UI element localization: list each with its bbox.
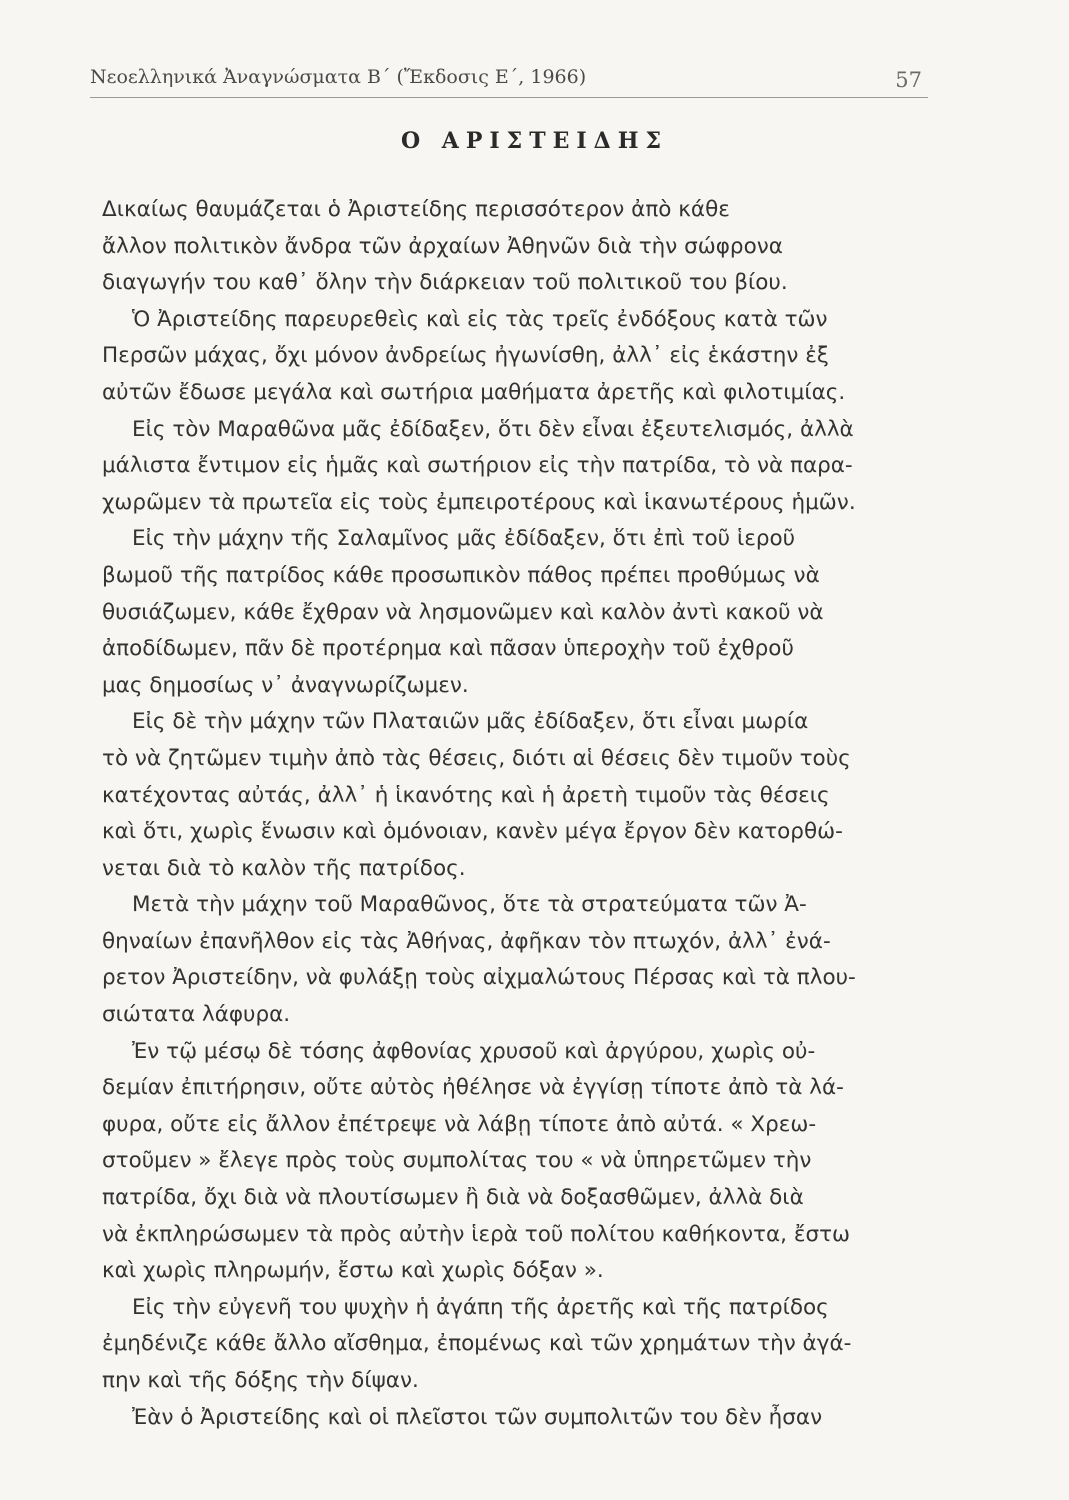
text-line: διαγωγήν του καθ᾽ ὅλην τὴν διάρκειαν τοῦ πολιτικοῦ του βίου. <box>102 270 788 296</box>
text-line: τὸ νὰ ζητῶμεν τιμὴν ἀπὸ τὰς θέσεις, διότι αἱ θέσεις δὲν τιμοῦν τοὺς <box>102 745 851 771</box>
text-line: Ἐν τῷ μέσῳ δὲ τόσης ἀφθονίας χρυσοῦ καὶ ἀργύρου, χωρὶς οὐ- <box>132 1038 816 1064</box>
text-line: Εἰς δὲ τὴν μάχην τῶν Πλαταιῶν μᾶς ἐδίδαξεν, ὅτι εἶναι μωρία <box>132 709 809 735</box>
text-line: Ἐὰν ὁ Ἀριστείδης καὶ οἱ πλεῖστοι τῶν συμπολιτῶν του δὲν ἦσαν <box>132 1404 823 1430</box>
text-line: αὐτῶν ἔδωσε μεγάλα καὶ σωτήρια μαθήματα ἀρετῆς καὶ φιλοτιμίας. <box>102 379 846 405</box>
paragraph-7 <box>102 1034 927 1290</box>
text-line: βωμοῦ τῆς πατρίδος κάθε προσωπικὸν πάθος πρέπει προθύμως νὰ <box>102 562 820 588</box>
text-line: ἐμηδένιζε κάθε ἄλλο αἴσθημα, ἐπομένως καὶ τῶν χρημάτων τὴν ἀγά- <box>102 1331 852 1357</box>
text-line: θηναίων ἐπανῆλθον εἰς τὰς Ἀθήνας, ἀφῆκαν τὸν πτωχόν, ἀλλ᾽ ἐνά- <box>102 928 831 954</box>
text-line: Περσῶν μάχας, ὄχι μόνον ἀνδρείως ἠγωνίσθη, ἀλλ᾽ εἰς ἑκάστην ἐξ <box>102 343 829 369</box>
body-text <box>102 192 927 1436</box>
text-line: θυσιάζωμεν, κάθε ἔχθραν νὰ λησμονῶμεν καὶ καλὸν ἀντὶ κακοῦ νὰ <box>102 599 824 625</box>
text-line: νὰ ἐκπληρώσωμεν τὰ πρὸς αὐτὴν ἱερὰ τοῦ πολίτου καθήκοντα, ἔστω <box>102 1221 851 1247</box>
text-line: ἄλλον πολιτικὸν ἄνδρα τῶν ἀρχαίων Ἀθηνῶν διὰ τὴν σώφρονα <box>102 233 783 259</box>
text-line: Δικαίως θαυμάζεται ὁ Ἀριστείδης περισσότερον ἀπὸ κάθε <box>102 197 730 222</box>
chapter-title: Ο ΑΡΙΣΤΕΙΔΗΣ <box>400 128 669 154</box>
paragraph-3 <box>102 412 927 522</box>
paragraph-2 <box>102 302 927 412</box>
text-line: Ὁ Ἀριστείδης παρευρεθεὶς καὶ εἰς τὰς τρεῖς ἐνδόξους κατὰ τῶν <box>132 306 828 332</box>
paragraph-1 <box>102 192 927 302</box>
text-line: χωρῶμεν τὰ πρωτεῖα εἰς τοὺς ἐμπειροτέρους καὶ ἱκανωτέρους ἡμῶν. <box>102 489 856 515</box>
text-line: μας δημοσίως ν᾽ ἀναγνωρίζωμεν. <box>102 672 469 698</box>
running-header <box>90 62 930 96</box>
text-line: κατέχοντας αὐτάς, ἀλλ᾽ ἡ ἱκανότης καὶ ἡ ἀρετὴ τιμοῦν τὰς θέσεις <box>102 782 830 808</box>
text-line: Μετὰ τὴν μάχην τοῦ Μαραθῶνος, ὅτε τὰ στρατεύματα τῶν Ἀ- <box>132 892 807 918</box>
page-number: 57 <box>895 68 922 92</box>
header-divider <box>90 97 928 98</box>
paragraph-4 <box>102 521 927 704</box>
text-line: Εἰς τὸν Μαραθῶνα μᾶς ἐδίδαξεν, ὅτι δὲν εἶναι ἐξευτελισμός, ἀλλὰ <box>132 416 854 442</box>
paragraph-9 <box>132 1400 927 1437</box>
running-title: Νεοελληνικά Ἀναγνώσματα Β΄ (Ἔκδοσις Ε΄, 1966) <box>90 66 587 88</box>
text-line: φυρα, οὔτε εἰς ἄλλον ἐπέτρεψε νὰ λάβῃ τίποτε ἀπὸ αὐτά. « Χρεω- <box>102 1111 817 1137</box>
text-line: πην καὶ τῆς δόξης τὴν δίψαν. <box>102 1368 419 1393</box>
paragraph-8 <box>102 1290 927 1400</box>
paragraph-5 <box>102 704 927 887</box>
text-line: καὶ ὅτι, χωρὶς ἕνωσιν καὶ ὁμόνοιαν, κανὲν μέγα ἔργον δὲν κατορθώ- <box>102 819 843 845</box>
text-line: στοῦμεν » ἔλεγε πρὸς τοὺς συμπολίτας του « νὰ ὑπηρετῶμεν τὴν <box>102 1148 812 1174</box>
text-line: μάλιστα ἔντιμον εἰς ἡμᾶς καὶ σωτήριον εἰς τὴν πατρίδα, τὸ νὰ παρα- <box>102 453 853 479</box>
paragraph-6 <box>102 887 927 1033</box>
text-line: Εἰς τὴν εὐγενῆ του ψυχὴν ἡ ἀγάπη τῆς ἀρετῆς καὶ τῆς πατρίδος <box>132 1294 829 1320</box>
text-line: ρετον Ἀριστείδην, νὰ φυλάξῃ τοὺς αἰχμαλώτους Πέρσας καὶ τὰ πλου- <box>102 965 856 991</box>
text-line: Εἰς τὴν μάχην τῆς Σαλαμῖνος μᾶς ἐδίδαξεν, ὅτι ἐπὶ τοῦ ἱεροῦ <box>132 526 796 552</box>
text-line: πατρίδα, ὄχι διὰ νὰ πλουτίσωμεν ἢ διὰ νὰ δοξασθῶμεν, ἀλλὰ διὰ <box>102 1185 804 1211</box>
text-line: νεται διὰ τὸ καλὸν τῆς πατρίδος. <box>102 855 466 881</box>
text-line: σιώτατα λάφυρα. <box>102 1002 291 1028</box>
text-line: δεμίαν ἐπιτήρησιν, οὔτε αὐτὸς ἠθέλησε νὰ ἐγγίσῃ τίποτε ἀπὸ τὰ λά- <box>102 1075 844 1101</box>
text-line: ἀποδίδωμεν, πᾶν δὲ προτέρημα καὶ πᾶσαν ὑπεροχὴν τοῦ ἐχθροῦ <box>102 636 794 662</box>
text-line: καὶ χωρὶς πληρωμήν, ἔστω καὶ χωρὶς δόξαν ». <box>102 1258 604 1284</box>
